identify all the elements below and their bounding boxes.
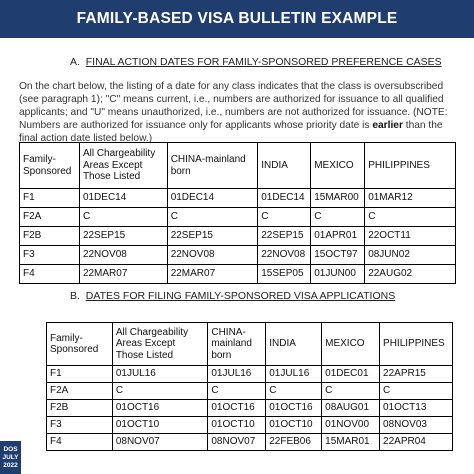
header-cell: All Chargeability Areas Except Those Listed (112, 323, 208, 366)
table-row (47, 383, 453, 400)
cell: 08JUN02 (365, 246, 456, 265)
table-row (20, 246, 456, 265)
section-a-title: FINAL ACTION DATES FOR FAMILY-SPONSORED PREFERENCE CASES (85, 56, 442, 68)
cell: 01DEC14 (167, 189, 258, 208)
cell: C (112, 383, 208, 400)
badge-line: JULY (2, 453, 19, 461)
table-row (47, 400, 453, 417)
header-cell: INDIA (266, 323, 322, 366)
para-part-1: On the chart below, the listing of a date for any class indicates that the class is oversubscribed (see paragraph 1); "C" means current, i.e., numbers are authorized for issuance to all qualified applicants; and "U" means unauthorized, i.e., numbers are not authorized for issuance. (NOTE: Numbers are authorized for issuance only for applicants whose priority date is (19, 81, 448, 131)
cell: 01DEC14 (79, 189, 167, 208)
page-title: FAMILY-BASED VISA BULLETIN EXAMPLE (76, 10, 398, 27)
table-row (47, 434, 453, 451)
cell: C (266, 383, 322, 400)
cell: 15MAR00 (311, 189, 365, 208)
cell: 22FEB06 (266, 434, 322, 451)
cell: 08NOV07 (112, 434, 208, 451)
cell: C (311, 208, 365, 227)
cell: 01JUL16 (208, 366, 266, 383)
cell: 08NOV07 (208, 434, 266, 451)
cell: 22AUG02 (365, 265, 456, 284)
cell: 22SEP15 (167, 227, 258, 246)
section-b-letter: B. (70, 290, 80, 302)
header-cell: MEXICO (311, 143, 365, 189)
para-part-2: than the final action date listed below.) (19, 120, 443, 144)
cell: 22APR15 (380, 366, 453, 383)
cell: F1 (47, 366, 113, 383)
cell: F2A (20, 208, 80, 227)
section-b-title: DATES FOR FILING FAMILY-SPONSORED VISA APPLICATIONS (85, 290, 396, 302)
cell: 01OCT16 (208, 400, 266, 417)
cell: 15OCT97 (311, 246, 365, 265)
final-action-dates-table (19, 142, 456, 284)
section-b-heading (70, 290, 395, 302)
cell: 22NOV08 (167, 246, 258, 265)
cell: 22NOV08 (258, 246, 311, 265)
explanation-paragraph (19, 80, 459, 145)
header-cell: All Chargeability Areas Except Those Listed (79, 143, 167, 189)
cell: 22SEP15 (79, 227, 167, 246)
cell: 08AUG01 (322, 400, 380, 417)
cell: 22OCT11 (365, 227, 456, 246)
table-header-row (20, 143, 456, 189)
cell: 01JUL16 (266, 366, 322, 383)
cell: C (258, 208, 311, 227)
section-a-heading (70, 56, 442, 68)
cell: C (322, 383, 380, 400)
badge-line: DOS (3, 445, 18, 453)
table-header-row (47, 323, 453, 366)
cell: F2B (20, 227, 80, 246)
cell: 01OCT13 (380, 400, 453, 417)
table-row (20, 265, 456, 284)
cell: 22APR04 (380, 434, 453, 451)
header-cell: CHINA-mainland born (208, 323, 266, 366)
cell: C (208, 383, 266, 400)
para-bold: earlier (372, 120, 403, 131)
cell: F4 (47, 434, 113, 451)
cell: 08NOV03 (380, 417, 453, 434)
table-row (20, 227, 456, 246)
cell: 22NOV08 (79, 246, 167, 265)
table-row (47, 417, 453, 434)
cell: 01OCT16 (112, 400, 208, 417)
cell: 01OCT10 (112, 417, 208, 434)
header-cell: MEXICO (322, 323, 380, 366)
cell: F2A (47, 383, 113, 400)
cell: 01JUN00 (311, 265, 365, 284)
cell: C (167, 208, 258, 227)
dates-for-filing-table (46, 322, 453, 451)
cell: 22MAR07 (167, 265, 258, 284)
cell: F3 (47, 417, 113, 434)
cell: F2B (47, 400, 113, 417)
header-cell: Family-Sponsored (47, 323, 113, 366)
table-row (20, 208, 456, 227)
cell: C (79, 208, 167, 227)
table-row (20, 189, 456, 208)
cell: F1 (20, 189, 80, 208)
cell: 01OCT10 (208, 417, 266, 434)
cell: 01OCT10 (266, 417, 322, 434)
header-cell: Family-Sponsored (20, 143, 80, 189)
cell: 01MAR12 (365, 189, 456, 208)
cell: 15MAR01 (322, 434, 380, 451)
badge-line: 2022 (3, 461, 18, 469)
cell: F3 (20, 246, 80, 265)
title-banner (0, 0, 474, 38)
cell: 01NOV00 (322, 417, 380, 434)
cell: F4 (20, 265, 80, 284)
cell: C (365, 208, 456, 227)
section-a-letter: A. (70, 56, 80, 68)
cell: C (380, 383, 453, 400)
table-row (47, 366, 453, 383)
header-cell: CHINA-mainland born (167, 143, 258, 189)
cell: 01OCT16 (266, 400, 322, 417)
cell: 22SEP15 (258, 227, 311, 246)
cell: 01DEC01 (322, 366, 380, 383)
cell: 15SEP05 (258, 265, 311, 284)
cell: 01DEC14 (258, 189, 311, 208)
dos-date-badge (0, 441, 21, 474)
cell: 22MAR07 (79, 265, 167, 284)
cell: 01APR01 (311, 227, 365, 246)
header-cell: INDIA (258, 143, 311, 189)
header-cell: PHILIPPINES (365, 143, 456, 189)
cell: 01JUL16 (112, 366, 208, 383)
header-cell: PHILIPPINES (380, 323, 453, 366)
